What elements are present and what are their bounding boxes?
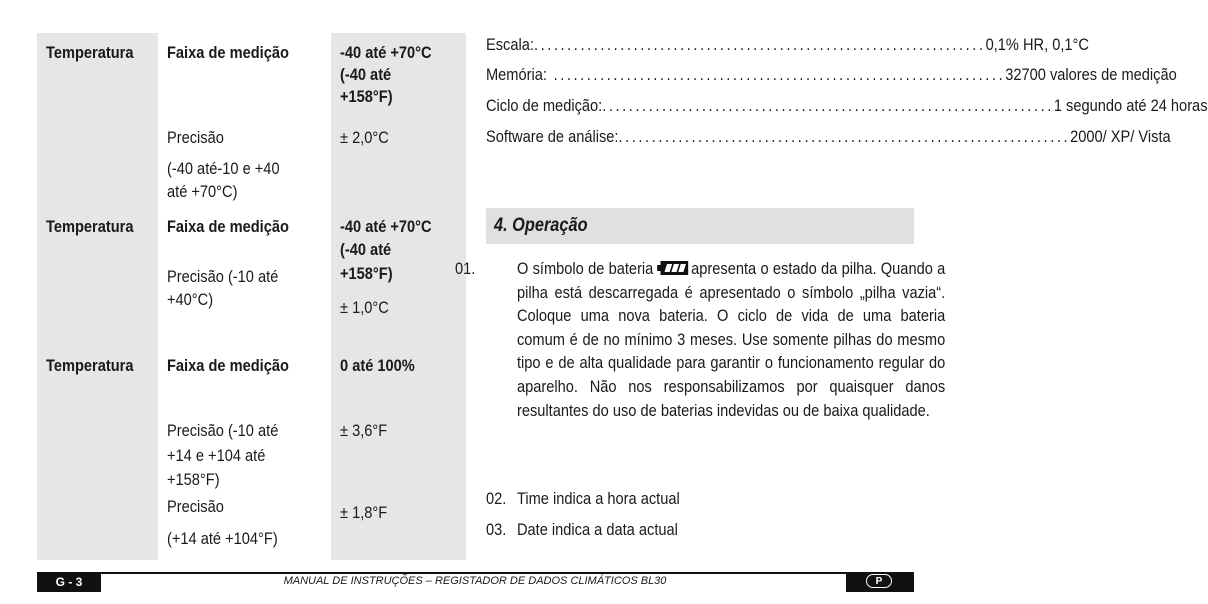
table-row-label: Temperatura bbox=[46, 43, 134, 62]
table-row-label: Temperatura bbox=[46, 356, 134, 375]
table-row-name: Faixa de medição bbox=[167, 43, 289, 62]
table-row-value: -40 até +70°C bbox=[340, 43, 432, 62]
language-badge bbox=[846, 572, 914, 592]
table-row-name: Precisão (-10 até bbox=[167, 267, 279, 286]
table-row-value: -40 até +70°C bbox=[340, 217, 432, 236]
table-row-value: 0 até 100% bbox=[340, 356, 415, 375]
table-row-value: (-40 até bbox=[340, 240, 392, 259]
table-row-name: Precisão bbox=[167, 497, 224, 516]
table-row-name: Precisão (-10 até bbox=[167, 421, 279, 440]
table-row-name: Precisão bbox=[167, 128, 224, 147]
table-row-value: ± 1,0°C bbox=[340, 298, 389, 317]
table-row-note: até +70°C) bbox=[167, 182, 238, 201]
list-item: 03. Date indica a data actual bbox=[486, 518, 914, 542]
table-row-name: Faixa de medição bbox=[167, 356, 289, 375]
language-mark: P bbox=[866, 574, 892, 588]
item-number: 01. bbox=[455, 259, 476, 278]
page-number: G - 3 bbox=[37, 572, 101, 592]
footer-title: MANUAL DE INSTRUÇÕES – REGISTADOR DE DADOS CLIMÁTICOS BL30 bbox=[283, 575, 667, 587]
item-number: 02. bbox=[486, 489, 507, 508]
spec-line: Ciclo de medição: .................................................................... 1 segundo até 24 horas bbox=[486, 96, 1208, 115]
section-title: 4. Operação bbox=[494, 215, 588, 236]
table-row-name: +40°C) bbox=[167, 290, 214, 309]
table-row-name: +158°F) bbox=[167, 470, 220, 489]
table-row-name: Faixa de medição bbox=[167, 217, 289, 236]
table-row-value: (-40 até bbox=[340, 65, 392, 84]
table-row-value: ± 3,6°F bbox=[340, 421, 388, 440]
table-row-name: (+14 até +104°F) bbox=[167, 529, 278, 548]
spec-line: Escala: .................................................................... 0,1% HR, 0,1°C bbox=[486, 35, 1089, 54]
spec-line: Software de análise: .................................................................... 2000/ XP/ Vista bbox=[486, 127, 1171, 146]
list-item: 02. Time indica a hora actual bbox=[486, 487, 914, 511]
spec-line: Memória: .................................................................... 32700 valores de medição bbox=[486, 65, 1177, 84]
table-row-label: Temperatura bbox=[46, 217, 134, 236]
table-row-value: +158°F) bbox=[340, 87, 393, 106]
table-row-value: +158°F) bbox=[340, 264, 393, 283]
battery-icon bbox=[657, 261, 688, 275]
list-item: 01. O símbolo de bateria apresenta o estado da pilha. Quando a pilha está descarregada é apresentado o símbolo „pilha vazia“. Coloque uma nova bateria. O ciclo de vida de uma bateria comum é de no mínimo 3 meses. Use somente pilhas do mesmo tipo e de alta qualidade para garantir o funcionamento regular do aparelho. Não nos responsabilizamos por quaisquer danos resultantes do uso de baterias indevidas ou de baixa qualidade. bbox=[455, 259, 946, 420]
table-row-name: +14 e +104 até bbox=[167, 446, 266, 465]
table-row-value: ± 1,8°F bbox=[340, 503, 388, 522]
item-number: 03. bbox=[486, 520, 507, 539]
table-row-value: ± 2,0°C bbox=[340, 128, 389, 147]
section-header bbox=[486, 208, 914, 244]
table-row-note: (-40 até-10 e +40 bbox=[167, 159, 280, 178]
